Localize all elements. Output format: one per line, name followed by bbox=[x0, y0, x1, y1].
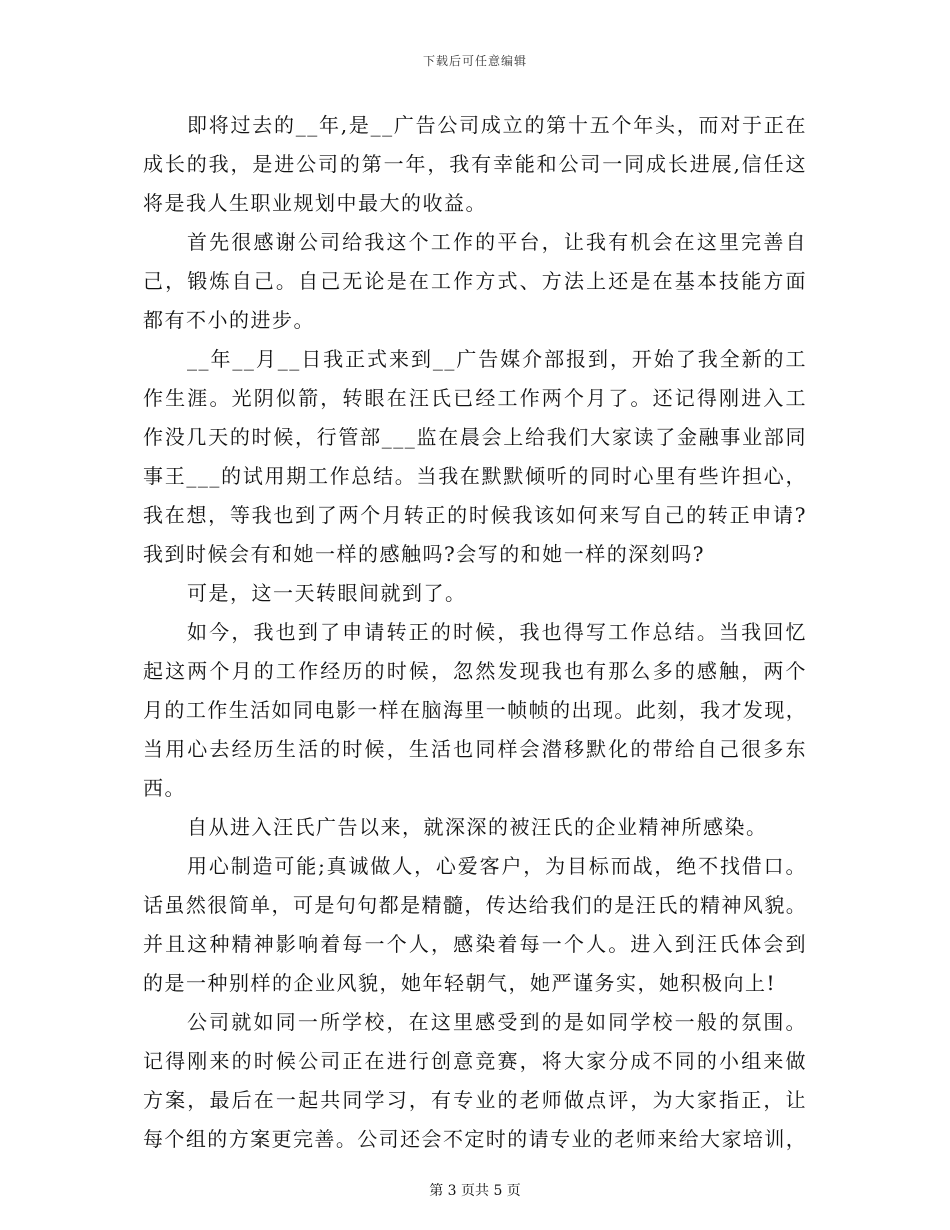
text-line: 首先很感谢公司给我这个工作的平台，让我有机会在这里完善自 bbox=[187, 230, 807, 254]
text-line: 起这两个月的工作经历的时候，忽然发现我也有那么多的感触，两个 bbox=[143, 659, 807, 683]
text-line: 将是我人生职业规划中最大的收益。 bbox=[143, 191, 487, 215]
text-line: 话虽然很简单，可是句句都是精髓，传达给我们的是汪氏的精神风貌。 bbox=[143, 893, 807, 917]
text-line: 用心制造可能;真诚做人，心爱客户，为目标而战，绝不找借口。 bbox=[187, 854, 807, 878]
text-line: 事王___的试用期工作总结。当我在默默倾听的同时心里有些许担心， bbox=[143, 464, 807, 488]
text-line: 我到时候会有和她一样的感触吗?会写的和她一样的深刻吗? bbox=[143, 542, 705, 566]
text-line: 记得刚来的时候公司正在进行创意竞赛，将大家分成不同的小组来做 bbox=[143, 1049, 807, 1073]
text-line: 每个组的方案更完善。公司还会不定时的请专业的老师来给大家培训， bbox=[143, 1127, 807, 1151]
document-body bbox=[143, 106, 807, 1159]
paragraph bbox=[143, 1003, 807, 1159]
text-line: 公司就如同一所学校，在这里感受到的是如同学校一般的氛围。 bbox=[187, 1010, 807, 1034]
text-line: 都有不小的进步。 bbox=[143, 308, 315, 332]
page-number-footer: 第 3 页共 5 页 bbox=[429, 1183, 521, 1199]
text-line: 西。 bbox=[143, 776, 186, 800]
text-line: 方案，最后在一起共同学习，有专业的老师做点评，为大家指正，让 bbox=[143, 1088, 807, 1112]
text-line: 自从进入汪氏广告以来，就深深的被汪氏的企业精神所感染。 bbox=[187, 815, 768, 839]
paragraph bbox=[143, 106, 807, 223]
paragraph bbox=[143, 847, 807, 1003]
text-line: 月的工作生活如同电影一样在脑海里一帧帧的出现。此刻，我才发现， bbox=[143, 698, 807, 722]
paragraph bbox=[143, 223, 807, 340]
text-line: 我在想，等我也到了两个月转正的时候我该如何来写自己的转正申请? bbox=[143, 503, 807, 527]
paragraph bbox=[143, 808, 807, 847]
text-line: 己，锻炼自己。自己无论是在工作方式、方法上还是在基本技能方面 bbox=[143, 269, 807, 293]
paragraph bbox=[143, 340, 807, 574]
text-line: 成长的我，是进公司的第一年，我有幸能和公司一同成长进展,信任这 bbox=[143, 152, 807, 176]
paragraph bbox=[143, 574, 807, 613]
text-line: 即将过去的__年,是__广告公司成立的第十五个年头，而对于正在 bbox=[187, 113, 807, 137]
page-header: 下载后可任意编辑 bbox=[422, 54, 527, 68]
text-line: 的是一种别样的企业风貌，她年轻朝气，她严谨务实，她积极向上! bbox=[143, 971, 777, 995]
text-line: 可是，这一天转眼间就到了。 bbox=[187, 581, 467, 605]
text-line: 作没几天的时候，行管部___监在晨会上给我们大家读了金融事业部同 bbox=[143, 425, 807, 449]
text-line: __年__月__日我正式来到__广告媒介部报到，开始了我全新的工 bbox=[187, 347, 807, 371]
text-line: 作生涯。光阴似箭，转眼在汪氏已经工作两个月了。还记得刚进入工 bbox=[143, 386, 807, 410]
text-line: 并且这种精神影响着每一个人，感染着每一个人。进入到汪氏体会到 bbox=[143, 932, 807, 956]
text-line: 如今，我也到了申请转正的时候，我也得写工作总结。当我回忆 bbox=[187, 620, 807, 644]
paragraph bbox=[143, 613, 807, 808]
text-line: 当用心去经历生活的时候，生活也同样会潜移默化的带给自己很多东 bbox=[143, 737, 807, 761]
